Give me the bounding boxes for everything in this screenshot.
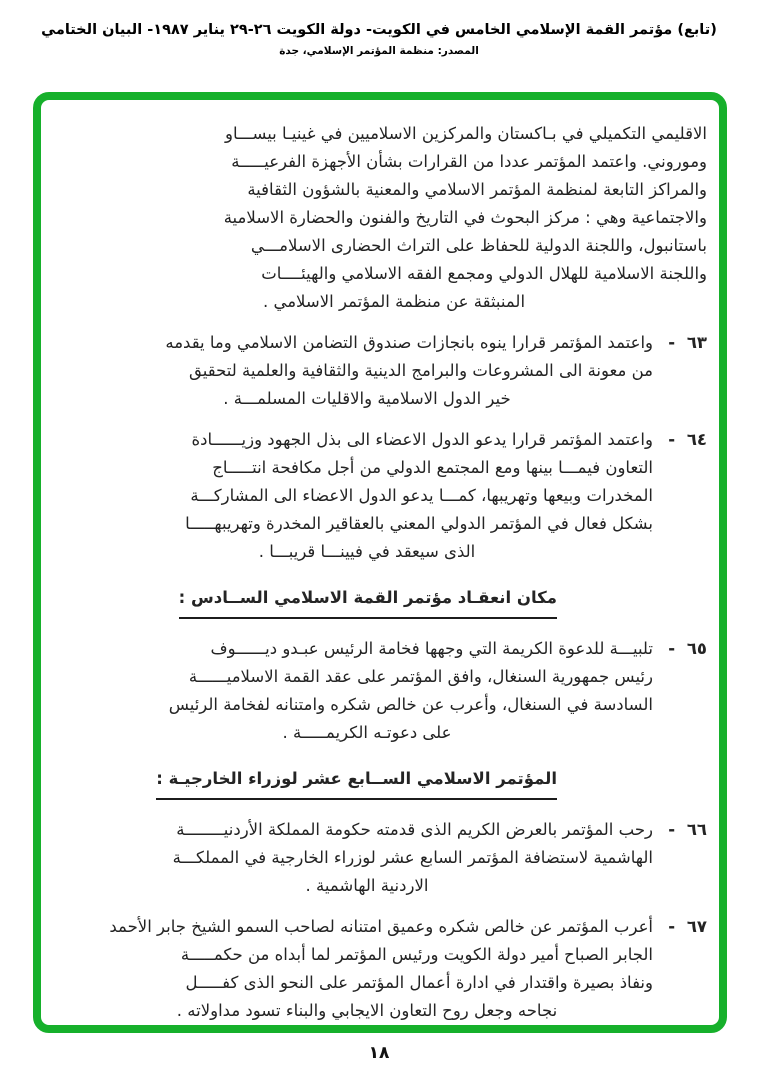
text-line: التعاون فيمـــا بينها ومع المجتمع الدولي من أجل مكافحة انتـــــاج: [212, 458, 653, 477]
page-header: [0, 0, 758, 57]
item-number: ٦٣ -: [668, 333, 707, 352]
section-heading-text: المؤتمر الاسلامي الســابع عشر لوزراء الخارجيـة :: [156, 767, 557, 800]
text-line: واللجنة الاسلامية للهلال الدولي ومجمع الفقه الاسلامي والهيئــــات: [261, 264, 707, 283]
text-line: من معونة الى المشروعات والبرامج الدينية والثقافية والعلمية لتحقيق: [189, 361, 653, 380]
text-line: رحب المؤتمر بالعرض الكريم الذى قدمته حكومة المملكة الأردنيــــــــة: [176, 820, 653, 839]
text-line: الذى سيعقد في فيينـــا قريبـــا .: [258, 542, 476, 561]
document-title: (تابع) مؤتمر القمة الإسلامي الخامس في الكويت- دولة الكويت ٢٦-٢٩ يناير ١٩٨٧- البيان الختامي: [41, 22, 717, 38]
text-line: نجاحه وجعل روح التعاون الايجابي والبناء تسود مداولاته .: [176, 1001, 558, 1020]
text-line: على دعوتـه الكريمـــــة .: [282, 723, 452, 742]
text-line: خير الدول الاسلامية والاقليات المسلمـــة .: [223, 389, 511, 408]
paragraph-lines: [81, 426, 653, 566]
text-line: والمراكز التابعة لمنظمة المؤتمر الاسلامي والمعنية بالشؤون الثقافية: [247, 180, 707, 199]
numbered-paragraph: [81, 816, 707, 900]
numbered-paragraph: [81, 329, 707, 413]
text-line: وموروني. واعتمد المؤتمر عددا من القرارات بشأن الأجهزة الفرعيـــــة: [231, 152, 707, 171]
text-line: المنبثقة عن منظمة المؤتمر الاسلامي .: [262, 292, 526, 311]
text-line: والاجتماعية وهي : مركز البحوث في التاريخ والفنون والحضارة الاسلامية: [223, 208, 707, 227]
paragraph-lines: [81, 816, 653, 900]
item-number: ٦٦ -: [668, 820, 707, 839]
document-source: المصدر: منظمة المؤتمر الإسلامي، جدة: [279, 45, 479, 57]
paragraph-lines: [81, 329, 653, 413]
page-number: ١٨: [368, 1043, 390, 1063]
text-line: أعرب المؤتمر عن خالص شكره وعميق امتنانه لصاحب السمو الشيخ جابر الأحمد: [109, 917, 653, 936]
text-line: تلبيـــة للدعوة الكريمة التي وجهها فخامة الرئيس عبـدو ديــــــوف: [210, 639, 653, 658]
text-line: بشكل فعال في المؤتمر الدولي المعني بالعقاقير المخدرة وتهريبهـــــا: [185, 514, 653, 533]
section-heading: [81, 586, 557, 619]
paragraph-lines: [81, 635, 653, 747]
numbered-paragraph: [81, 426, 707, 566]
green-border-frame: [33, 92, 727, 1033]
text-line: ونفاذ بصيرة واقتدار في ادارة أعمال المؤتمر على النحو الذى كفـــــل: [185, 973, 653, 992]
paragraph-lines: [81, 120, 707, 316]
text-line: الاقليمي التكميلي في بـاكستان والمركزين الاسلاميين في غينيـا بيســـاو: [224, 124, 707, 143]
document-body: [41, 100, 719, 1025]
item-number: ٦٧ -: [668, 917, 707, 936]
text-line: الاردنية الهاشمية .: [305, 876, 429, 895]
section-heading-text: مكان انعقـاد مؤتمر القمة الاسلامي الســادس :: [179, 586, 557, 619]
text-line: المخدرات وبيعها وتهريبها، كمـــا يدعو الدول الاعضاء الى المشاركـــة: [190, 486, 653, 505]
continuation-paragraph: [81, 120, 707, 316]
text-line: باستانبول، واللجنة الدولية للحفاظ على التراث الحضارى الاسلامـــي: [250, 236, 707, 255]
paragraph-lines: [81, 913, 653, 1025]
text-line: واعتمد المؤتمر قرارا ينوه بانجازات صندوق التضامن الاسلامي وما يقدمه: [165, 333, 653, 352]
numbered-paragraph: [81, 913, 707, 1025]
numbered-paragraph: [81, 635, 707, 747]
item-number: ٦٤ -: [668, 430, 707, 449]
text-line: رئيس جمهورية السنغال، وافق المؤتمر على عقد القمة الاسلاميــــــة: [188, 667, 653, 686]
section-heading: [81, 767, 557, 800]
text-line: واعتمد المؤتمر قرارا يدعو الدول الاعضاء الى بذل الجهود وزيــــــادة: [191, 430, 653, 449]
text-line: السادسة في السنغال، وأعرب عن خالص شكره وامتنانه لفخامة الرئيس: [168, 695, 653, 714]
text-line: الهاشمية لاستضافة المؤتمر السابع عشر لوزراء الخارجية في المملكـــة: [172, 848, 653, 867]
text-line: الجابر الصباح أمير دولة الكويت ورئيس المؤتمر لما أبداه من حكمـــــة: [180, 945, 653, 964]
item-number: ٦٥ -: [668, 639, 707, 658]
